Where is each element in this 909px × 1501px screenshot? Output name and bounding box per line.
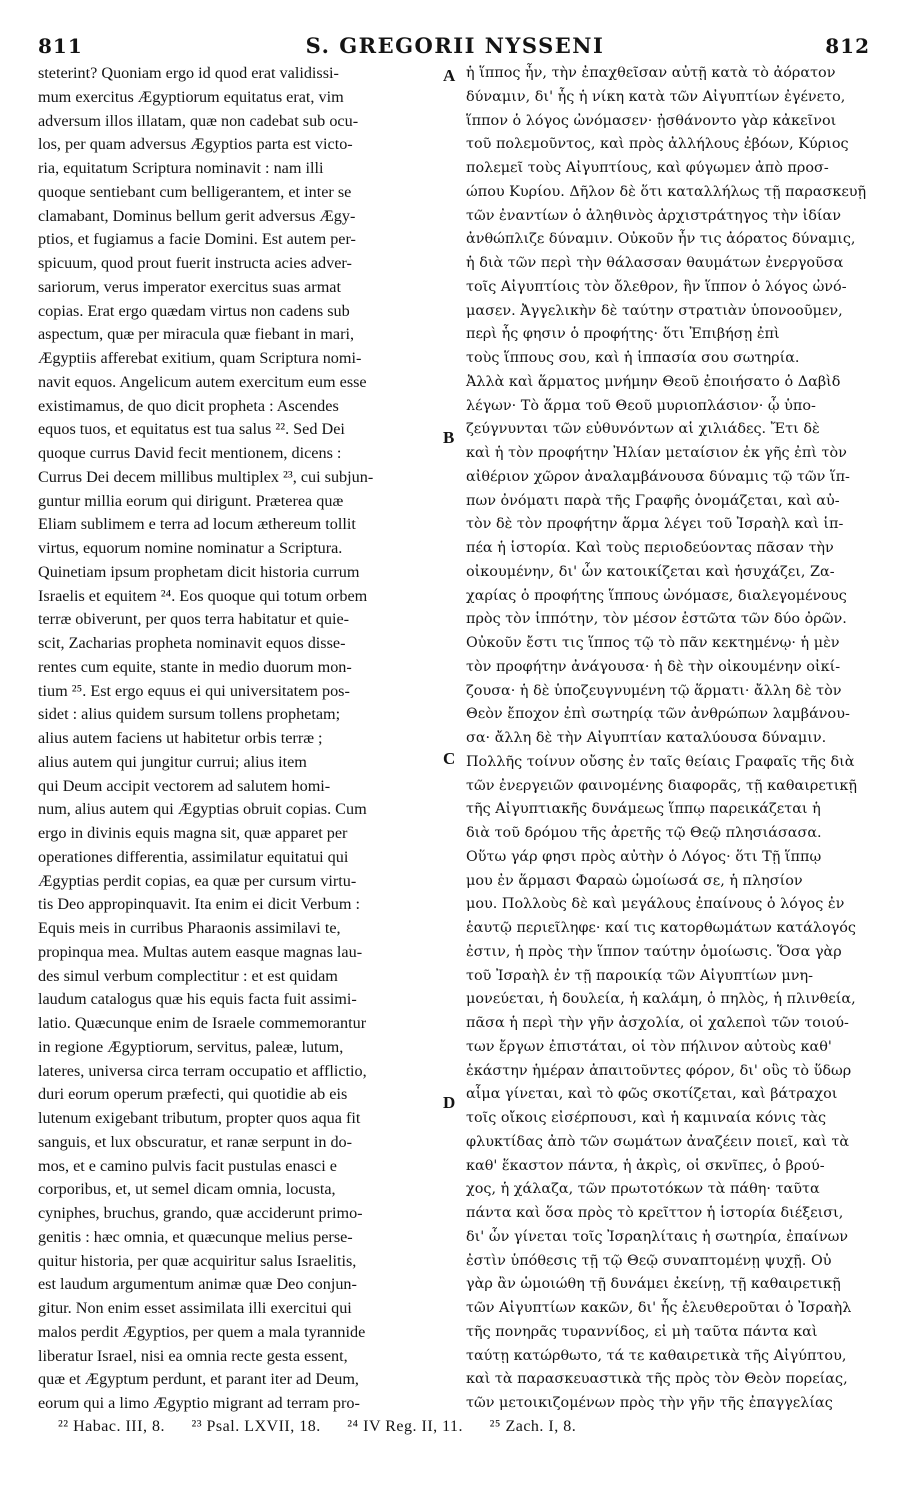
- page-number-right: 812: [825, 34, 870, 58]
- footnote: ²² Habac. III, 8.: [58, 1418, 165, 1435]
- footnotes: [58, 1418, 598, 1436]
- margin-letter-b: B: [443, 428, 455, 447]
- margin-letter-a: A: [443, 66, 456, 85]
- latin-column: [38, 62, 438, 1412]
- greek-text: ἡ ἵππος ἦν, τὴν ἐπαχθεῖσαν αὐτῇ κατὰ τὸ ἀόρατον δύναμιν, δι' ἧς ἡ νίκη κατὰ τῶν Αἰγυπτίων ἐγένετο, ἵππον ὁ λόγος ὠνόμασεν· ᾐσθάνοντο γὰρ κἀκεῖνοι τοῦ πολεμοῦντος, καὶ πρὸς ἀλλήλους ἐβόων, Κύριος πολεμεῖ τοὺς Αἰγυπτίους, καὶ φύγωμεν ἀπὸ προσ- ώπου Κυρίου. Δῆλον δὲ ὅτι καταλλήλως τῇ παρασκευῇ τῶν ἐναντίων ὁ ἀληθινὸς ἀρχιστράτηγος τὴν ἰδίαν ἀνθώπλιζε δύναμιν. Οὐκοῦν ἦν τις ἀόρατος δύναμις, ἡ διὰ τῶν περὶ τὴν θάλασσαν θαυμάτων ἐνεργοῦσα τοῖς Αἰγυπτίοις τὸν ὄλεθρον, ἣν ἵππον ὁ λόγος ὠνό- μασεν. Ἀγγελικὴν δὲ ταύτην στρατιὰν ὑπονοοῦμεν, περὶ ἧς φησιν ὁ προφήτης· ὅτι Ἐπιβήσῃ ἐπὶ τοὺς ἵππους σου, καὶ ἡ ἱππασία σου σωτηρία. Ἀλλὰ καὶ ἅρματος μνήμην Θεοῦ ἐποιήσατο ὁ Δαβὶδ λέγων· Τὸ ἅρμα τοῦ Θεοῦ μυριοπλάσιον· ᾧ ὑπο- ζεύγνυνται τῶν εὐθυνόντων αἱ χιλιάδες. Ἔτι δὲ καὶ ἡ τὸν προφήτην Ἠλίαν μεταίσιον ἐκ γῆς ἐπὶ τὸν αἰθέριον χῶρον ἀναλαμβάνουσα δύναμις τῷ τῶν ἵπ- πων ὀνόματι παρὰ τῆς Γραφῆς ὀνομάζεται, καὶ αὐ- τὸν δὲ τὸν προφήτην ἅρμα λέγει τοῦ Ἰσραὴλ καὶ ἱπ- πέα ἡ ἱστορία. Καὶ τοὺς περιοδεύοντας πᾶσαν τὴν οἰκουμένην, δι' ὧν κατοικίζεται καὶ ἡσυχάζει, Ζα- χαρίας ὁ προφήτης ἵππους ὠνόμασε, διαλεγομένους πρὸς τὸν ἱππότην, τὸν μέσον ἑστῶτα τῶν δύο ὀρῶν. Οὐκοῦν ἔστι τις ἵππος τῷ τὸ πᾶν κεκτημένῳ· ἡ μὲν τὸν προφήτην ἀνάγουσα· ἡ δὲ τὴν οἰκουμένην οἰκί- ζουσα· ἡ δὲ ὑποζευγνυμένη τῷ ἅρματι· ἄλλη δὲ τὸν Θεὸν ἔποχον ἐπὶ σωτηρίᾳ τῶν ἀνθρώπων λαμβάνου- σα· ἄλλη δὲ τὴν Αἰγυπτίαν καταλύουσα δύναμιν. Πολλῆς τοίνυν οὔσης ἐν ταῖς θείαις Γραφαῖς τῆς διὰ τῶν ἐνεργειῶν φαινομένης διαφορᾶς, τῇ καθαιρετικῇ τῆς Αἰγυπτιακῆς δυνάμεως ἵππῳ παρεικάζεται ἡ διὰ τοῦ δρόμου τῆς ἀρετῆς τῷ Θεῷ πλησιάσασα. Οὕτω γάρ φησι πρὸς αὐτὴν ὁ Λόγος· ὅτι Τῇ ἵππῳ μου ἐν ἅρμασι Φαραὼ ὡμοίωσά σε, ἡ πλησίον μου. Πολλοὺς δὲ καὶ μεγάλους ἐπαίνους ὁ λόγος ἐν ἑαυτῷ περιεῖληφε· καί τις κατορθωμάτων κατάλογός ἐστιν, ἡ πρὸς τὴν ἵππον ταύτην ὁμοίωσις. Ὅσα γὰρ τοῦ Ἰσραὴλ ἐν τῇ παροικίᾳ τῶν Αἰγυπτίων μνη- μονεύεται, ἡ δουλεία, ἡ καλάμη, ὁ πηλὸς, ἡ πλινθεία, πᾶσα ἡ περὶ τὴν γῆν ἀσχολία, οἱ χαλεποὶ τῶν τοιού- των ἔργων ἐπιστάται, οἱ τὸν πήλινον αὐτοὺς καθ' ἑκάστην ἡμέραν ἀπαιτοῦντες φόρον, δι' οὓς τὸ ὕδωρ αἷμα γίνεται, καὶ τὸ φῶς σκοτίζεται, καὶ βάτραχοι τοῖς οἴκοις εἰσέρπουσι, καὶ ἡ καμιναία κόνις τὰς φλυκτίδας ἀπὸ τῶν σωμάτων ἀναζέειν ποιεῖ, καὶ τὰ καθ' ἕκαστον πάντα, ἡ ἀκρὶς, οἱ σκνῖπες, ὁ βρού- χος, ἡ χάλαζα, τῶν πρωτοτόκων τὰ πάθη· ταῦτα πάντα καὶ ὅσα πρὸς τὸ κρεῖττον ἡ ἱστορία διέξεισι, δι' ὧν γίνεται τοῖς Ἰσραηλίταις ἡ σωτηρία, ἐπαίνων ἐστὶν ὑπόθεσις τῇ τῷ Θεῷ συναπτομένῃ ψυχῇ. Οὐ γὰρ ἂν ὡμοιώθη τῇ δυνάμει ἐκείνῃ, τῇ καθαιρετικῇ τῶν Αἰγυπτίων κακῶν, δι' ἧς ἐλευθεροῦται ὁ Ἰσραὴλ τῆς πονηρᾶς τυραννίδος, εἰ μὴ ταῦτα πάντα καὶ ταύτῃ κατώρθωτο, τά τε καθαιρετικὰ τῆς Αἰγύπτου, καὶ τὰ παρασκευαστικὰ τῆς πρὸς τὸν Θεὸν πορείας, τῶν μετοικιζομένων πρὸς τὴν γῆν τῆς ἐπαγγελίας: [466, 65, 867, 1411]
- footnote: ²⁵ Zach. I, 8.: [489, 1418, 577, 1435]
- running-title: S. GREGORII NYSSENI: [305, 33, 605, 58]
- page-header: [30, 30, 880, 64]
- footnote: ²³ Psal. LXVII, 18.: [191, 1418, 321, 1435]
- greek-column: [466, 62, 878, 1411]
- margin-letter-c: C: [443, 749, 456, 768]
- latin-text: steterint? Quoniam ergo id quod erat validissi- mum exercitus Ægyptiorum equitatus erat, vim adversum illos illatam, quæ non cadebat sub ocu- los, per quam adversus Ægyptios parta est victo- ria, equitatum Scriptura nominavit : nam illi quoque sentiebant cum belligerantem, et inter se clamabant, Dominus bellum gerit adversus Ægy- ptios, et fugiamus a facie Domini. Est autem per- spicuum, quod prout fuerit instructa acies adver- sariorum, verus imperator exercitus suas armat copias. Erat ergo quædam virtus non cadens sub aspectum, quæ per miracula quæ fiebant in mari, Ægyptiis afferebat exitium, quam Scriptura nomi- navit equos. Angelicum autem exercitum eum esse existimamus, de quo dicit propheta : Ascendes equos tuos, et equitatus est tua salus ²². Sed Dei quoque currus David fecit mentionem, dicens : Currus Dei decem millibus multiplex ²³, cui subjun- guntur millia eorum qui dirigunt. Præterea quæ Eliam sublimem e terra ad locum æthereum tollit virtus, equorum nomine nominatur a Scriptura. Quinetiam ipsum prophetam dicit historia currum Israelis et equitem ²⁴. Eos quoque qui totum orbem terræ obiverunt, per quos terra habitatur et quie- scit, Zacharias propheta nominavit equos disse- rentes cum equite, stante in medio duorum mon- tium ²⁵. Est ergo equus ei qui universitatem pos- sidet : alius quidem sursum tollens prophetam; alius autem faciens ut habitetur orbis terræ ; alius autem qui jungitur currui; alius item qui Deum accipit vectorem ad salutem homi- num, alius autem qui Ægyptias obruit copias. Cum ergo in divinis equis magna sit, quæ apparet per operationes differentia, assimilatur equitatui qui Ægyptias perdit copias, ea quæ per cursum virtu- tis Deo appropinquavit. Ita enim ei dicit Verbum : Equis meis in curribus Pharaonis assimilavi te, propinqua mea. Multas autem easque magnas lau- des simul verbum complectitur : et est quidam laudum catalogus quæ his equis facta fuit assimi- latio. Quæcunque enim de Israele commemorantur in regione Ægyptiorum, servitus, paleæ, lutum, lateres, universa circa terram occupatio et afflictio, duri eorum operum præfecti, qui quotidie ab eis lutenum exigebant tributum, propter quos aqua fit sanguis, et lux obscuratur, et ranæ serpunt in do- mos, et e camino pulvis facit pustulas enasci e corporibus, et, ut semel dicam omnia, locusta, cyniphes, bruchus, grando, quæ acciderunt primo- genitis : hæc omnia, et quæcunque melius perse- quitur historia, per quæ acquiritur salus Israelitis, est laudum argumentum animæ quæ Deo conjun- gitur. Non enim esset assimilata illi exercitui qui malos perdit Ægyptios, per quem a mala tyrannide liberatur Israel, nisi ea omnia recte gesta essent, quæ et Ægyptum perdunt, et parant iter ad Deum, eorum qui a limo Ægyptio migrant ad terram pro-: [38, 64, 374, 1412]
- margin-letter-d: D: [443, 1093, 456, 1112]
- page-number-left: 811: [38, 34, 83, 58]
- footnote: ²⁴ IV Reg. II, 11.: [347, 1418, 464, 1435]
